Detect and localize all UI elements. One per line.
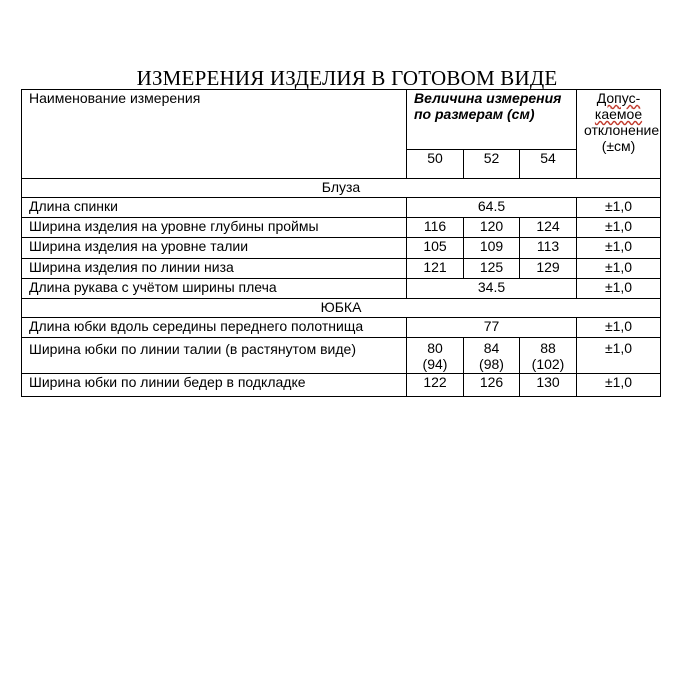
row-value: 121	[407, 259, 464, 279]
measurements-table	[21, 89, 661, 397]
row-tolerance: ±1,0	[577, 338, 661, 374]
section-header: ЮБКА	[22, 299, 661, 318]
row-value	[520, 338, 577, 374]
row-label: Ширина изделия на уровне глубины проймы	[22, 218, 407, 238]
table-row	[22, 279, 661, 299]
row-value: 109	[464, 238, 520, 259]
row-label: Ширина изделия по линии низа	[22, 259, 407, 279]
document-title: ИЗМЕРЕНИЯ ИЗДЕЛИЯ В ГОТОВОМ ВИДЕ	[136, 66, 558, 90]
row-tolerance: ±1,0	[577, 218, 661, 238]
value-line: 84	[483, 340, 500, 356]
row-value: 122	[407, 374, 464, 397]
row-value	[464, 338, 520, 374]
table-row	[22, 318, 661, 338]
section-header: Блуза	[22, 179, 661, 198]
value-line: (102)	[531, 356, 565, 372]
row-tolerance: ±1,0	[577, 374, 661, 397]
header-tolerance-line: (±см)	[601, 138, 636, 154]
size-header: 52	[464, 150, 520, 179]
row-value: 34.5	[407, 279, 577, 299]
row-value: 105	[407, 238, 464, 259]
table-row	[22, 218, 661, 238]
row-label: Длина спинки	[22, 198, 407, 218]
row-label: Ширина юбки по линии бедер в подкладке	[22, 374, 407, 397]
header-tolerance-line: Допус-	[596, 90, 641, 106]
table-row	[22, 238, 661, 259]
row-value	[407, 338, 464, 374]
size-header: 50	[407, 150, 464, 179]
row-tolerance: ±1,0	[577, 259, 661, 279]
row-value: 116	[407, 218, 464, 238]
header-measurement-name: Наименование измерения	[22, 90, 407, 179]
row-value: 113	[520, 238, 577, 259]
table-row	[22, 374, 661, 397]
row-value: 120	[464, 218, 520, 238]
table-row	[22, 259, 661, 279]
value-line: 80	[427, 340, 443, 356]
row-label: Ширина юбки по линии талии (в растянутом виде)	[22, 338, 407, 374]
value-line: (94)	[422, 356, 448, 372]
row-label: Длина юбки вдоль середины переднего полотнища	[22, 318, 407, 338]
row-tolerance: ±1,0	[577, 279, 661, 299]
row-tolerance: ±1,0	[577, 318, 661, 338]
size-header: 54	[520, 150, 577, 179]
value-line: 88	[540, 340, 556, 356]
value-line: (98)	[479, 356, 504, 372]
row-label: Ширина изделия на уровне талии	[22, 238, 407, 259]
table-row	[22, 198, 661, 218]
row-value: 130	[520, 374, 577, 397]
row-value: 126	[464, 374, 520, 397]
header-tolerance-line: каемое	[594, 106, 643, 122]
row-label: Длина рукава с учётом ширины плеча	[22, 279, 407, 299]
header-tolerance-line: отклонение	[584, 122, 660, 138]
row-value: 125	[464, 259, 520, 279]
header-tolerance	[577, 90, 661, 179]
row-value: 64.5	[407, 198, 577, 218]
table-row	[22, 338, 661, 374]
row-value: 77	[407, 318, 577, 338]
row-value: 124	[520, 218, 577, 238]
row-tolerance: ±1,0	[577, 238, 661, 259]
row-tolerance: ±1,0	[577, 198, 661, 218]
header-measurement-value: Величина измерения по размерам (см)	[407, 90, 577, 150]
row-value: 129	[520, 259, 577, 279]
